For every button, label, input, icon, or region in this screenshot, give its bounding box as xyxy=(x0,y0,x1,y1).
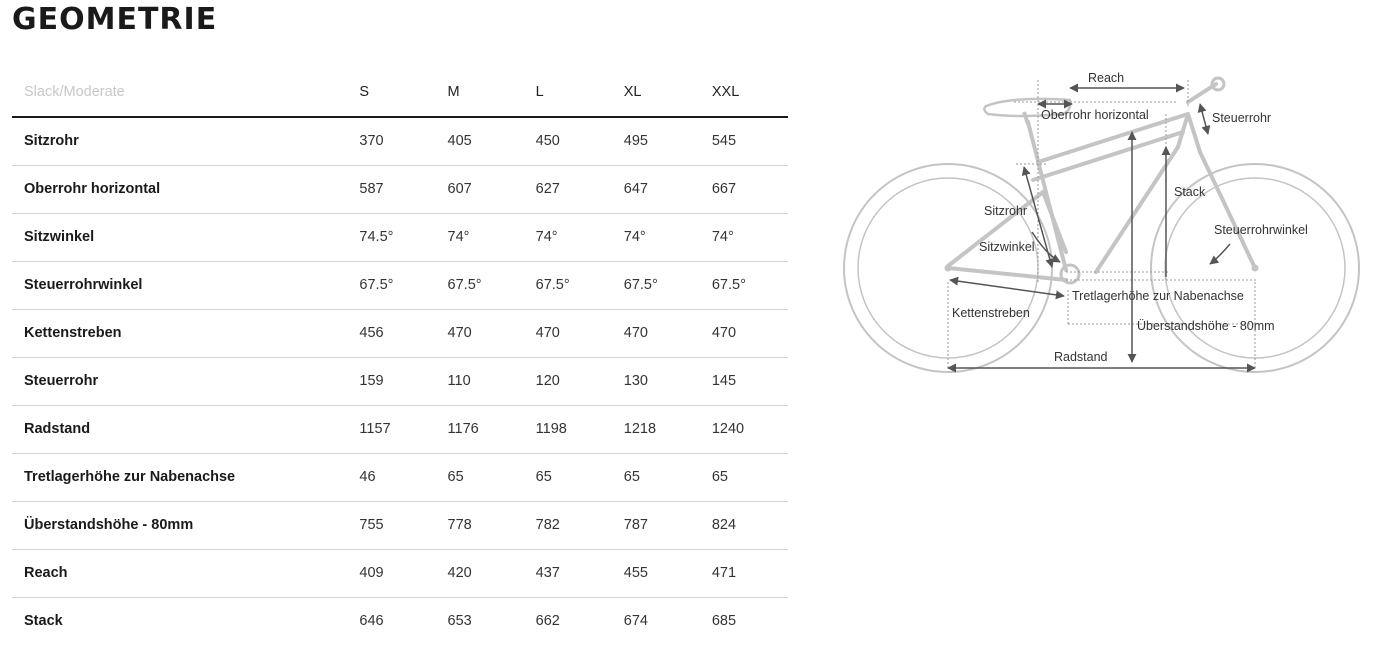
table-cell: 587 xyxy=(359,181,384,197)
table-cell: 65 xyxy=(623,469,640,485)
table-row xyxy=(12,405,788,453)
diagram-label-oberrohr: Oberrohr horizontal xyxy=(1041,108,1149,122)
size-header-l: L xyxy=(524,68,612,117)
table-cell: 1157 xyxy=(359,421,391,437)
row-label: Kettenstreben xyxy=(24,325,122,341)
table-cell: 74° xyxy=(623,229,646,245)
table-cell: 455 xyxy=(623,565,648,581)
table-cell: 674 xyxy=(623,613,648,630)
table-cell: 456 xyxy=(359,325,384,341)
table-cell: 74° xyxy=(711,229,734,245)
table-cell: 420 xyxy=(447,565,472,581)
page-title: GEOMETRIE xyxy=(12,2,218,37)
table-row xyxy=(12,597,788,645)
table-cell: 405 xyxy=(447,133,472,150)
size-header-xl: XL xyxy=(612,68,700,117)
head-tube-arrow xyxy=(1200,104,1208,134)
table-cell: 470 xyxy=(623,325,648,341)
row-label: Reach xyxy=(24,565,68,581)
table-row xyxy=(12,165,788,213)
table-cell: 1198 xyxy=(535,421,567,437)
table-row xyxy=(12,261,788,309)
table-cell: 495 xyxy=(623,133,648,150)
table-row xyxy=(12,501,788,549)
table-cell: 778 xyxy=(447,517,472,533)
chainstay-arrow xyxy=(950,280,1064,296)
table-cell: 545 xyxy=(711,133,737,150)
table-cell: 74° xyxy=(535,229,558,245)
table-cell: 409 xyxy=(359,565,384,581)
table-row xyxy=(12,453,788,501)
bike-geometry-diagram xyxy=(838,62,1363,382)
table-cell: 787 xyxy=(623,517,648,533)
table-cell: 470 xyxy=(447,325,472,341)
seat-post xyxy=(1024,112,1028,124)
table-cell: 65 xyxy=(535,469,552,485)
row-label: Tretlagerhöhe zur Nabenachse xyxy=(24,469,236,485)
diagram-label-sitzrohr: Sitzrohr xyxy=(984,204,1028,218)
row-label: Sitzrohr xyxy=(24,133,79,150)
table-cell: 67.5° xyxy=(711,277,746,293)
table-cell: 67.5° xyxy=(447,277,482,293)
table-cell: 685 xyxy=(711,613,737,630)
row-label: Überstandshöhe - 80mm xyxy=(24,517,194,533)
table-cell: 755 xyxy=(359,517,384,533)
table-row xyxy=(12,213,788,261)
table-cell: 450 xyxy=(535,133,560,150)
table-cell: 65 xyxy=(447,469,464,485)
table-cell: 824 xyxy=(711,517,737,533)
row-label: Steuerrohr xyxy=(24,373,99,389)
table-header-row xyxy=(12,68,788,117)
row-label: Stack xyxy=(24,613,63,630)
diagram-label-steuerrohrwinkel: Steuerrohrwinkel xyxy=(1214,223,1308,237)
table-cell: 1218 xyxy=(623,421,657,437)
table-cell: 46 xyxy=(359,469,376,485)
table-cell: 653 xyxy=(447,613,472,630)
table-cell: 662 xyxy=(535,613,560,630)
table-cell: 67.5° xyxy=(359,277,394,293)
table-cell: 67.5° xyxy=(623,277,658,293)
row-label: Steuerrohrwinkel xyxy=(24,277,143,293)
table-cell: 110 xyxy=(447,373,471,389)
table-cell: 667 xyxy=(711,181,737,197)
table-row xyxy=(12,117,788,165)
table-cell: 470 xyxy=(535,325,560,341)
table-cell: 1240 xyxy=(711,421,745,437)
table-cell: 646 xyxy=(359,613,384,630)
table-cell: 120 xyxy=(535,373,560,389)
size-header-xxl: XXL xyxy=(700,68,788,117)
head-angle-arc xyxy=(1210,244,1230,264)
table-cell: 647 xyxy=(623,181,648,197)
diagram-label-radstand: Radstand xyxy=(1054,350,1108,364)
geometry-variant-label: Slack/Moderate xyxy=(12,68,347,117)
diagram-label-sitzwinkel: Sitzwinkel xyxy=(979,240,1035,254)
table-cell: 1176 xyxy=(447,421,479,437)
table-cell: 470 xyxy=(711,325,737,341)
row-label: Sitzwinkel xyxy=(24,229,95,245)
diagram-label-kettenstreben: Kettenstreben xyxy=(952,306,1030,320)
row-label: Oberrohr horizontal xyxy=(24,181,161,197)
row-label: Radstand xyxy=(24,421,91,437)
size-header-s: S xyxy=(347,68,435,117)
diagram-label-tretlager: Tretlagerhöhe zur Nabenachse xyxy=(1072,289,1244,303)
table-cell: 607 xyxy=(447,181,472,197)
table-cell: 145 xyxy=(711,373,737,389)
size-header-m: M xyxy=(436,68,524,117)
diagram-label-ueberstand: Überstandshöhe - 80mm xyxy=(1137,319,1275,333)
table-cell: 627 xyxy=(535,181,560,197)
table-cell: 74° xyxy=(447,229,470,245)
table-row xyxy=(12,357,788,405)
table-cell: 471 xyxy=(711,565,737,581)
diagram-label-steuerrohr: Steuerrohr xyxy=(1212,111,1272,125)
table-cell: 67.5° xyxy=(535,277,570,293)
table-cell: 65 xyxy=(711,469,728,485)
table-cell: 74.5° xyxy=(359,229,394,245)
table-cell: 782 xyxy=(535,517,560,533)
diagram-label-reach: Reach xyxy=(1088,71,1125,85)
table-cell: 130 xyxy=(623,373,648,389)
table-cell: 437 xyxy=(535,565,560,581)
table-row xyxy=(12,309,788,357)
table-cell: 159 xyxy=(359,373,384,389)
table-row xyxy=(12,549,788,597)
geometry-table xyxy=(12,68,788,645)
table-cell: 370 xyxy=(359,133,384,150)
diagram-label-stack: Stack xyxy=(1174,185,1206,199)
